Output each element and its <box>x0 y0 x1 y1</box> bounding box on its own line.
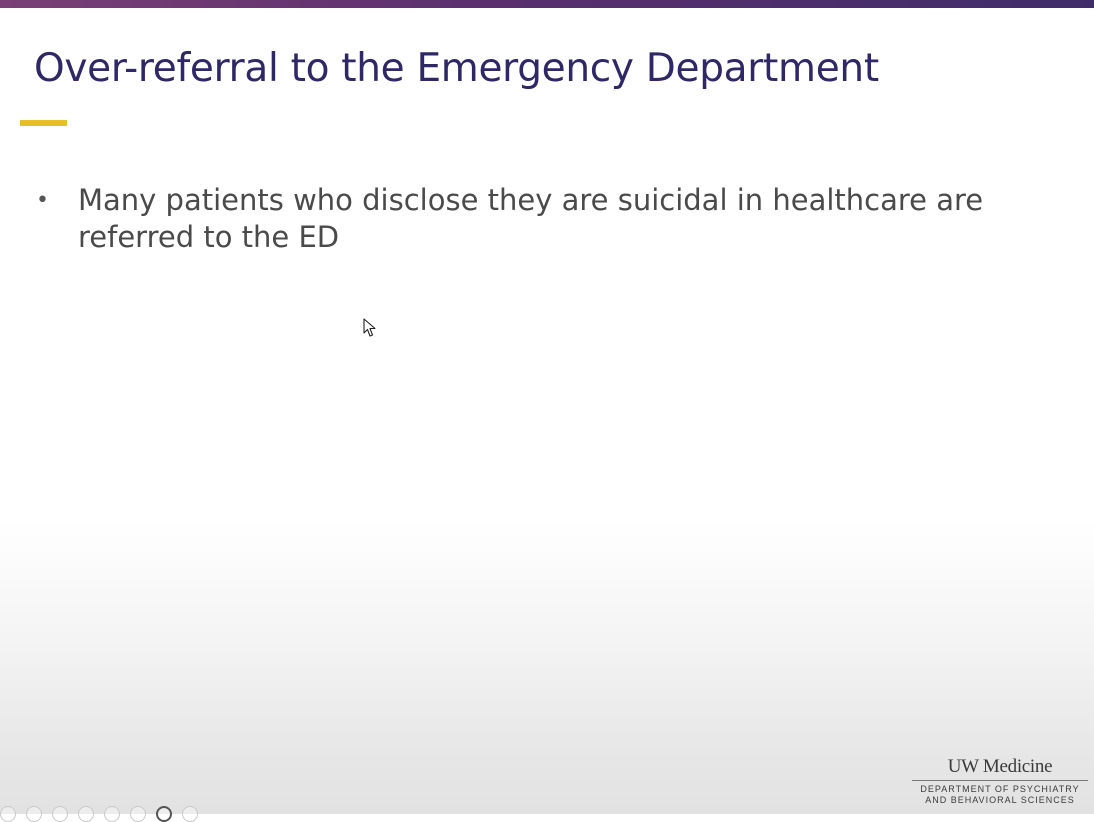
camera-button[interactable] <box>156 806 172 822</box>
zoom-button[interactable] <box>104 806 120 822</box>
top-accent-bar <box>0 0 1094 8</box>
title-underline-accent <box>20 120 67 126</box>
uw-medicine-logo <box>912 756 1088 806</box>
bullet-item <box>0 182 1038 256</box>
see-all-slides-button[interactable] <box>78 806 94 822</box>
slide-playback-toolbar <box>0 806 198 822</box>
bullet-list <box>0 182 1038 256</box>
bullet-dot-icon: • <box>36 188 49 213</box>
subtitles-button[interactable] <box>130 806 146 822</box>
logo-divider <box>912 780 1088 781</box>
slide-title: Over-referral to the Emergency Department <box>34 46 879 91</box>
mouse-pointer-icon <box>363 318 377 338</box>
logo-department-line-1: DEPARTMENT OF PSYCHIATRY <box>920 784 1080 794</box>
more-options-button[interactable] <box>182 806 198 822</box>
previous-slide-button[interactable] <box>0 806 16 822</box>
logo-wordmark: UW Medicine <box>947 756 1053 777</box>
bullet-text: Many patients who disclose they are suicidal in healthcare are referred to the ED <box>78 183 984 254</box>
pen-tool-button[interactable] <box>52 806 68 822</box>
next-slide-button[interactable] <box>26 806 42 822</box>
logo-department-line-2: AND BEHAVIORAL SCIENCES <box>925 795 1075 805</box>
